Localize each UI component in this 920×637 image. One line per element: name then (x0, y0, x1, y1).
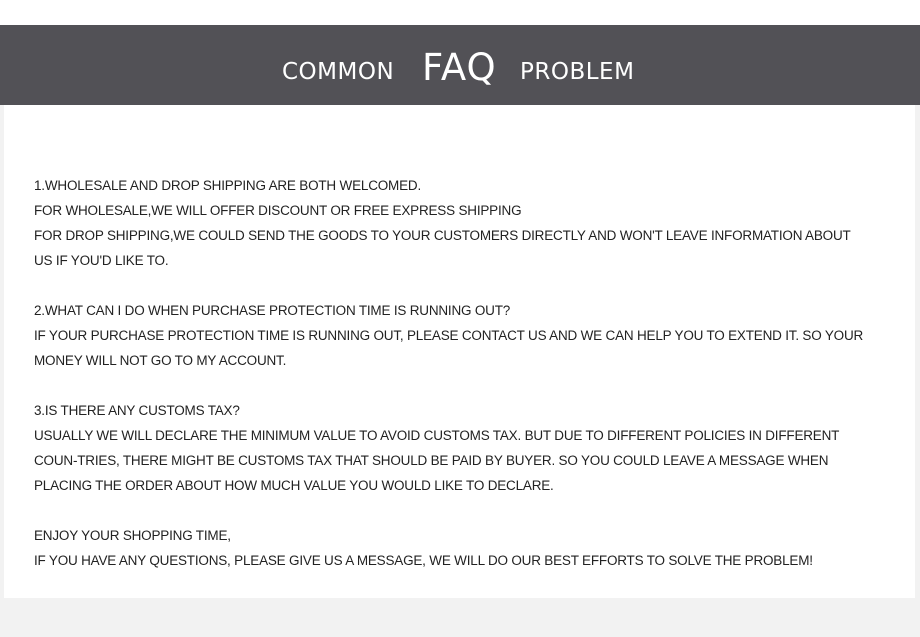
faq-item-wholesale (34, 173, 864, 273)
faq-header-banner (0, 25, 920, 105)
faq-header-title (0, 25, 920, 105)
faq-answer: USUALLY WE WILL DECLARE THE MINIMUM VALUE TO AVOID CUSTOMS TAX. BUT DUE TO DIFFERENT POLICIES IN DIFFERENT COUN-TRIES, THERE MIGHT BE CUSTOMS TAX THAT SHOULD BE PAID BY BUYER. SO YOU COULD LEAVE A MESSAGE WHEN PLACING THE ORDER ABOUT HOW MUCH VALUE YOU WOULD LIKE TO DECLARE. (34, 428, 839, 493)
faq-item-customs-tax (34, 398, 864, 498)
closing-message (34, 523, 864, 573)
header-word-common: COMMON (282, 59, 395, 85)
faq-item-purchase-protection (34, 298, 864, 373)
section-spacer (34, 273, 864, 298)
closing-line: IF YOU HAVE ANY QUESTIONS, PLEASE GIVE US A MESSAGE, WE WILL DO OUR BEST EFFORTS TO SOLVE THE PROBLEM! (34, 553, 813, 568)
frame-right-border (915, 105, 920, 598)
section-spacer (34, 373, 864, 398)
faq-answer: IF YOUR PURCHASE PROTECTION TIME IS RUNNING OUT, PLEASE CONTACT US AND WE CAN HELP YOU TO EXTEND IT. SO YOUR MONEY WILL NOT GO TO MY ACCOUNT. (34, 328, 864, 368)
header-word-problem: PROBLEM (520, 59, 635, 85)
faq-answer: FOR WHOLESALE,WE WILL OFFER DISCOUNT OR FREE EXPRESS SHIPPING (34, 203, 522, 218)
faq-answer: FOR DROP SHIPPING,WE COULD SEND THE GOODS TO YOUR CUSTOMERS DIRECTLY AND WON'T LEAVE INFORMATION ABOUT US IF YOU'D LIKE TO. (34, 228, 851, 268)
header-word-faq: FAQ (422, 46, 497, 89)
section-spacer (34, 498, 864, 523)
faq-content (34, 173, 864, 573)
faq-question: 2.WHAT CAN I DO WHEN PURCHASE PROTECTION TIME IS RUNNING OUT? (34, 303, 511, 318)
faq-question: 3.IS THERE ANY CUSTOMS TAX? (34, 403, 240, 418)
frame-left-border (0, 105, 4, 598)
closing-line: ENJOY YOUR SHOPPING TIME, (34, 528, 231, 543)
footer-band (0, 598, 920, 637)
faq-question: 1.WHOLESALE AND DROP SHIPPING ARE BOTH WELCOMED. (34, 178, 421, 193)
